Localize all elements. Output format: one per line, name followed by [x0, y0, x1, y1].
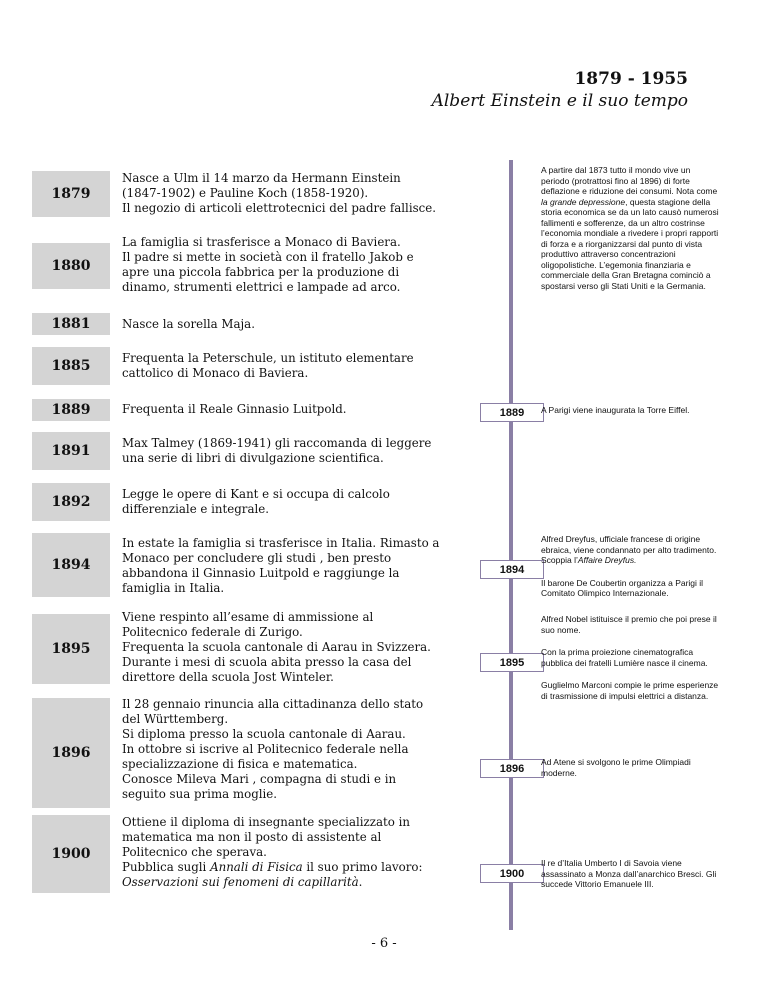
- context-1895-note3: Guglielmo Marconi compie le prime esperienze di trasmissione di impulsi elettrici a distanza.: [541, 680, 719, 701]
- event-1900-line3: [122, 875, 440, 890]
- context-1895: [541, 614, 719, 701]
- context-intro-part1: A partire dal 1873 tutto il mondo vive un periodo (protrattosi fino al 1896) di forte deflazione e riduzione dei consumi. Nota come: [541, 165, 718, 196]
- year-box-1892: 1892: [32, 483, 110, 521]
- event-1880: La famiglia si trasferisce a Monaco di Baviera. Il padre si mette in società con il fratello Jakob e apre una piccola fabbrica per la produzione di dinamo, strumenti elettrici e lampade ad arco.: [122, 235, 414, 294]
- context-1894-note1: [541, 534, 719, 566]
- context-1895-note1: Alfred Nobel istituisce il premio che poi prese il suo nome.: [541, 614, 717, 635]
- context-1896: Ad Atene si svolgono le prime Olimpiadi moderne.: [541, 757, 691, 778]
- year-box-1889: 1889: [32, 399, 110, 421]
- event-1900-dot: .: [358, 875, 363, 889]
- event-1892: Legge le opere di Kant e si occupa di calcolo differenziale e integrale.: [122, 487, 390, 516]
- context-1900: Il re d’Italia Umberto I di Savoia viene assassinato a Monza dall’anarchico Bresci. Gli succede Vittorio Emanuele III.: [541, 858, 717, 889]
- year-box-1880: 1880: [32, 243, 110, 289]
- event-1894: In estate la famiglia si trasferisce in Italia. Rimasto a Monaco per concludere gli studi , ben presto abbandona il Ginnasio Luitpold e raggiunge la famiglia in Italia.: [122, 536, 440, 595]
- header-years: 1879 - 1955: [574, 69, 688, 89]
- context-1894-note2: Il barone De Coubertin organizza a Parigi il Comitato Olimpico Internazionale.: [541, 577, 704, 598]
- event-1900: [122, 815, 440, 890]
- event-1879: Nasce a Ulm il 14 marzo da Hermann Einstein (1847-1902) e Pauline Koch (1858-1920). Il negozio di articoli elettrotecnici del padre fallisce.: [122, 171, 436, 215]
- header-title: Albert Einstein e il suo tempo: [431, 91, 688, 111]
- event-1881: Nasce la sorella Maja.: [122, 317, 255, 331]
- event-1900-work: il suo primo lavoro:: [302, 860, 423, 874]
- context-intro-text: [541, 165, 719, 291]
- year-box-1896: 1896: [32, 698, 110, 808]
- context-1894-affaire: Affaire Dreyfus.: [577, 555, 637, 565]
- context-1894-dreyfus: Alfred Dreyfus, ufficiale francese di origine ebraica, viene condannato per alto tradimento. Scoppia l’: [541, 534, 717, 565]
- event-1889: Frequenta il Reale Ginnasio Luitpold.: [122, 402, 347, 416]
- year-box-1891: 1891: [32, 432, 110, 470]
- timeline-year-1894: 1894: [480, 560, 544, 579]
- event-1885: Frequenta la Peterschule, un istituto elementare cattolico di Monaco di Baviera.: [122, 351, 414, 380]
- context-1894: [541, 534, 719, 599]
- event-1900-line1: Ottiene il diploma di insegnante specializzato in matematica ma non il posto di assistente al Politecnico che sperava.: [122, 815, 410, 859]
- timeline-year-1896: 1896: [480, 759, 544, 778]
- timeline-year-1900: 1900: [480, 864, 544, 883]
- page-number: - 6 -: [371, 936, 397, 951]
- context-intro: [541, 165, 719, 291]
- year-box-1895: 1895: [32, 614, 110, 684]
- event-1900-journal: Annali di Fisica: [210, 860, 303, 874]
- year-box-1900: 1900: [32, 815, 110, 893]
- event-1900-line2: [122, 860, 440, 875]
- timeline-line: [509, 160, 513, 930]
- event-1895: Viene respinto all’esame di ammissione al Politecnico federale di Zurigo. Frequenta la scuola cantonale di Aarau in Svizzera. Durante i mesi di scuola abita presso la casa del direttore della scuola Jost Winteler.: [122, 610, 431, 684]
- event-1896: Il 28 gennaio rinuncia alla cittadinanza dello stato del Württemberg. Si diploma presso la scuola cantonale di Aarau. In ottobre si iscrive al Politecnico federale nella specializzazione di fisica e matematica. Conosce Mileva Mari , compagna di studi e in seguito sua prima moglie.: [122, 697, 424, 801]
- context-intro-term: la grande depressione: [541, 196, 626, 207]
- year-box-1885: 1885: [32, 347, 110, 385]
- context-1889: A Parigi viene inaugurata la Torre Eiffel.: [541, 405, 690, 415]
- year-box-1879: 1879: [32, 171, 110, 217]
- event-1900-pub: Pubblica sugli: [122, 860, 211, 874]
- page-header: [432, 68, 688, 112]
- event-1900-title: Osservazioni sui fenomeni di capillarità: [122, 875, 359, 889]
- timeline-year-1895: 1895: [480, 653, 544, 672]
- event-1891: Max Talmey (1869-1941) gli raccomanda di leggere una serie di libri di divulgazione scientifica.: [122, 436, 432, 465]
- timeline-year-1889: 1889: [480, 403, 544, 422]
- context-intro-part2: , questa stagione della storia economica se da un lato causò numerosi fallimenti e sofferenze, da un altro costrinse l’economia mondiale a rivedere i propri rapporti di forza e a riorganizzarsi dal punto di vista produttivo attraverso concentrazioni oligopolistiche. L’egemonia finanziaria e commerciale della Gran Bretagna cominciò a spostarsi verso gli Stati Uniti e la Germania.: [541, 196, 719, 291]
- context-1895-note2: Con la prima proiezione cinematografica pubblica dei fratelli Lumière nasce il cinema.: [541, 647, 708, 668]
- year-box-1894: 1894: [32, 533, 110, 597]
- year-box-1881: 1881: [32, 313, 110, 335]
